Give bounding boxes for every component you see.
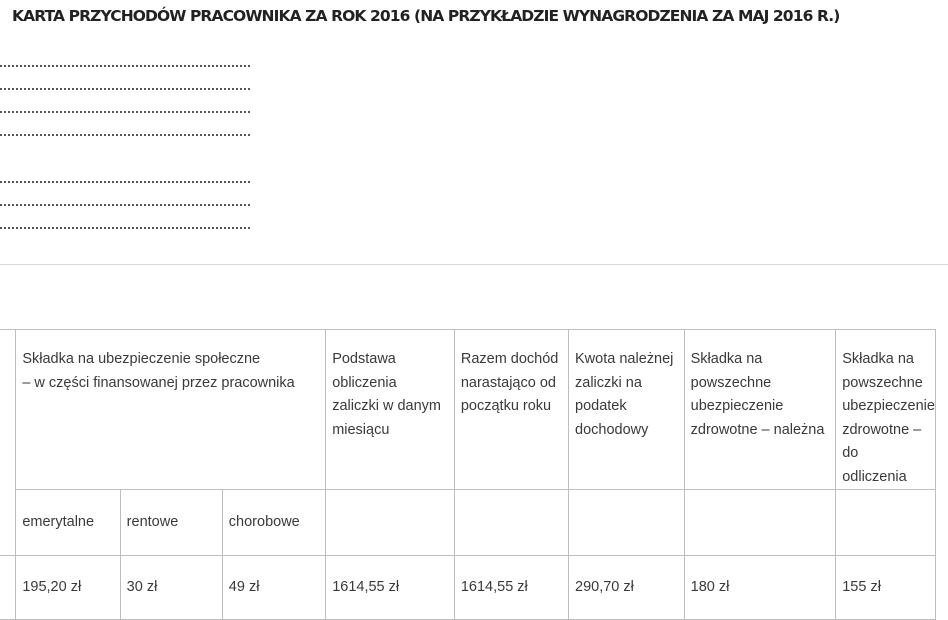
value-tax-base: 1614,55 zł: [326, 556, 455, 620]
header-social-insurance: Składka na ubezpieczenie społeczne – w części finansowanej przez pracownika: [16, 330, 326, 490]
value-disability: 30 zł: [120, 556, 222, 620]
empty-cell: [0, 330, 16, 556]
value-tax-advance: 290,70 zł: [569, 556, 685, 620]
dotted-line: [0, 88, 250, 90]
value-health-due: 180 zł: [684, 556, 836, 620]
income-card-table: [0, 329, 936, 620]
header-health-due: Składka na powszechne ubezpieczenie zdrowotne – należna: [684, 330, 836, 490]
subheader-pension: emerytalne: [16, 490, 120, 556]
dotted-line: [0, 134, 250, 136]
empty-cell: [569, 490, 685, 556]
header-health-deductible: Składka na powszechne ubezpieczenie zdrowotne – do odliczenia: [836, 330, 936, 490]
subheader-row: [0, 490, 936, 556]
header-tax-advance: Kwota należnej zaliczki na podatek dochodowy: [569, 330, 685, 490]
dotted-line: [0, 181, 250, 183]
empty-cell: [326, 490, 455, 556]
value-health-deductible: 155 zł: [836, 556, 936, 620]
header-row: [0, 330, 936, 490]
value-sickness: 49 zł: [222, 556, 325, 620]
value-cumulative-income: 1614,55 zł: [454, 556, 568, 620]
subheader-disability: rentowe: [120, 490, 222, 556]
header-cumulative-income: Razem dochód narastająco od początku roku: [454, 330, 568, 490]
empty-cell: [0, 556, 16, 620]
dotted-line: [0, 204, 250, 206]
divider: [0, 264, 948, 265]
value-pension: 195,20 zł: [16, 556, 120, 620]
empty-cell: [454, 490, 568, 556]
values-row: [0, 556, 936, 620]
document-title: KARTA PRZYCHODÓW PRACOWNIKA ZA ROK 2016 (NA PRZYKŁADZIE WYNAGRODZENIA ZA MAJ 2016 R.): [12, 7, 840, 25]
dotted-line: [0, 227, 250, 229]
dotted-line: [0, 111, 250, 113]
subheader-sickness: chorobowe: [222, 490, 325, 556]
empty-cell: [684, 490, 836, 556]
dotted-line: [0, 65, 250, 67]
header-tax-base: Podstawa obliczenia zaliczki w danym miesiącu: [326, 330, 455, 490]
empty-cell: [836, 490, 936, 556]
